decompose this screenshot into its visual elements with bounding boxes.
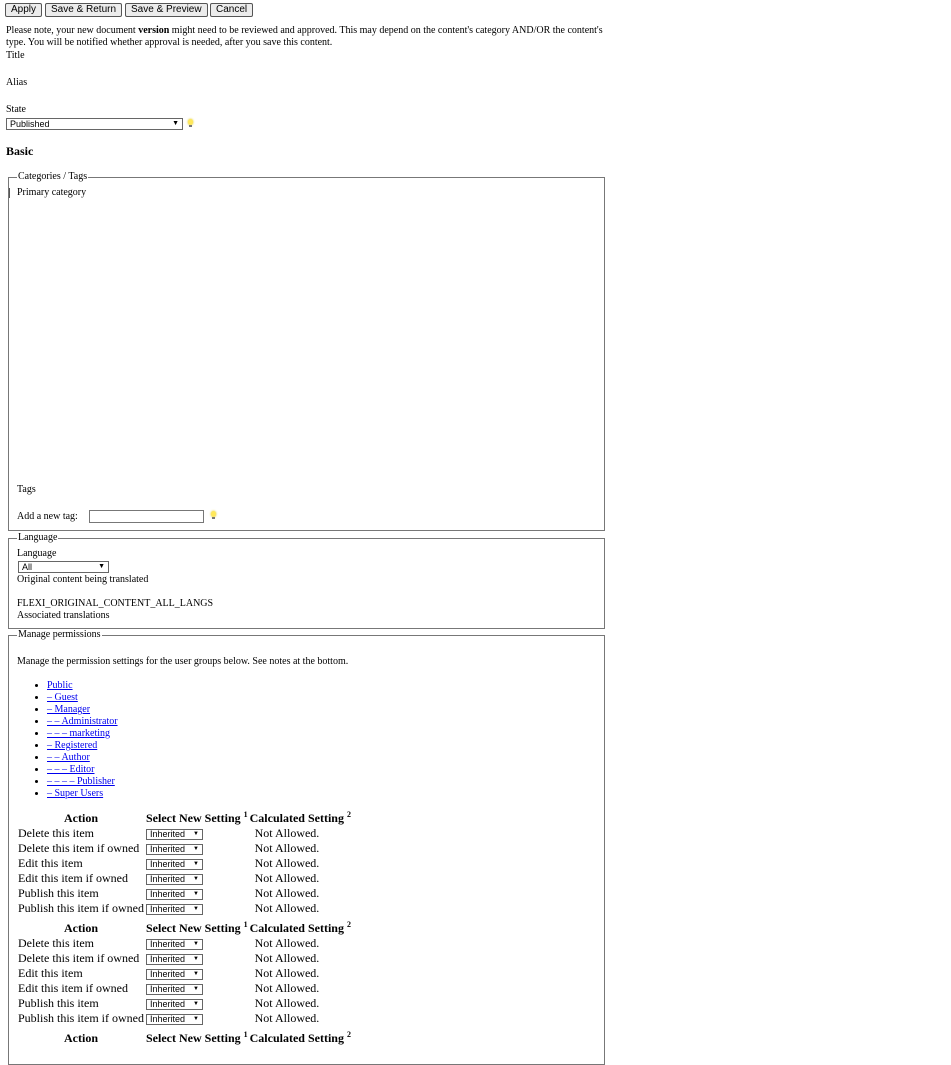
table-row [17,936,352,951]
setting-cell [145,996,249,1011]
calculated-cell: Not Allowed. [254,951,320,965]
permissions-table [17,811,352,916]
calculated-setting-header: Calculated Setting $^2$ [249,810,351,825]
language-fieldset [8,532,605,629]
save-return-button[interactable]: Save & Return [45,3,122,17]
action-cell: Delete this item if owned [18,841,140,855]
chevron-down-icon: ▼ [193,830,199,837]
calculated-cell: Not Allowed. [254,841,320,855]
setting-cell [145,886,249,901]
action-cell: Delete this item [18,826,94,840]
calculated-setting-header: Calculated Setting $^2$ [249,1030,351,1045]
original-content-label: Original content being translated [17,574,149,585]
calculated-setting-header: Calculated Setting $^2$ [249,920,351,935]
permissions-table [17,921,352,1026]
group-item [47,788,118,800]
lightbulb-icon[interactable] [211,511,216,517]
setting-select[interactable]: Inherited ▼ [146,859,203,870]
lightbulb-icon[interactable] [188,119,193,125]
permissions-intro: Manage the permission settings for the user groups below. See notes at the bottom. [17,656,349,667]
table-row [17,981,352,996]
select-setting-header: Select New Setting $^1$ [146,1030,248,1045]
language-legend: Language [18,532,58,543]
setting-select[interactable]: Inherited ▼ [146,939,203,950]
table-header-row [17,1031,352,1046]
calculated-cell: Not Allowed. [254,996,320,1010]
primary-category-label: Primary category [17,187,87,198]
group-link[interactable]: Public [47,680,73,691]
action-header: Action [64,1031,98,1045]
notice-prefix: Please note, your new document [6,25,139,36]
permissions-table [17,1031,352,1046]
action-header: Action [64,811,98,825]
action-cell: Delete this item if owned [18,951,140,965]
select-setting-header: Select New Setting $^1$ [146,920,248,935]
chevron-down-icon: ▼ [193,1015,199,1022]
setting-select[interactable]: Inherited ▼ [146,889,203,900]
title-label: Title [6,50,25,61]
table-row [17,1011,352,1026]
group-link[interactable]: – – – marketing [47,728,111,739]
setting-select[interactable]: Inherited ▼ [146,954,203,965]
calculated-cell: Not Allowed. [254,886,320,900]
calculated-cell: Not Allowed. [254,981,320,995]
table-row [17,996,352,1011]
group-item [47,704,118,716]
permissions-fieldset [8,629,605,1065]
save-preview-button[interactable]: Save & Preview [125,3,208,17]
action-cell: Edit this item [18,856,83,870]
group-item [47,740,118,752]
chevron-down-icon: ▼ [193,845,199,852]
setting-select[interactable]: Inherited ▼ [146,844,203,855]
table-row [17,951,352,966]
group-link[interactable]: – Manager [47,704,91,715]
setting-cell [145,966,249,981]
basic-heading: Basic [6,144,34,158]
state-select[interactable] [6,118,183,130]
cancel-button[interactable]: Cancel [210,3,253,17]
setting-cell [145,936,249,951]
setting-select[interactable]: Inherited ▼ [146,904,203,915]
action-cell: Edit this item if owned [18,871,128,885]
group-item [47,752,118,764]
action-header: Action [64,921,98,935]
table-row [17,841,352,856]
setting-cell [145,826,249,841]
chevron-down-icon: ▼ [193,1000,199,1007]
group-link[interactable]: – – – – Publisher [47,776,115,787]
chevron-down-icon: ▼ [193,970,199,977]
group-item [47,764,118,776]
table-row [17,901,352,916]
group-link[interactable]: – Guest [47,692,78,703]
approval-notice [6,25,606,49]
table-row [17,856,352,871]
setting-select[interactable]: Inherited ▼ [146,829,203,840]
group-link[interactable]: – Registered [47,740,98,751]
setting-cell [145,871,249,886]
group-item [47,692,118,704]
state-label: State [6,104,26,115]
group-link[interactable]: – Super Users [47,788,104,799]
table-header-row [17,921,352,936]
calculated-cell: Not Allowed. [254,936,320,950]
calculated-cell: Not Allowed. [254,901,320,915]
scroll-divider [9,188,10,198]
setting-cell [145,951,249,966]
setting-select[interactable]: Inherited ▼ [146,874,203,885]
setting-select[interactable]: Inherited ▼ [146,1014,203,1025]
notice-suffix: might need to be reviewed and approved. This may depend on the content's category AND/OR the content's type. You will be notified whether approval is needed, after you save this content. [6,25,603,48]
action-cell: Publish this item if owned [18,901,144,915]
categories-tags-fieldset [8,171,605,531]
table-row [17,826,352,841]
group-item [47,680,118,692]
group-item [47,776,118,788]
categories-legend: Categories / Tags [18,171,88,182]
alias-label: Alias [6,77,28,88]
action-cell: Publish this item [18,996,99,1010]
original-content-value: FLEXI_ORIGINAL_CONTENT_ALL_LANGS [17,598,214,609]
add-tag-label: Add a new tag: [17,511,78,522]
chevron-down-icon: ▼ [193,875,199,882]
group-link[interactable]: – – – Editor [47,764,95,775]
group-link[interactable]: – – Author [47,752,90,763]
group-item [47,728,118,740]
notice-bold: version [138,25,170,36]
action-cell: Publish this item if owned [18,1011,144,1025]
language-label: Language [17,548,57,559]
action-cell: Edit this item [18,966,83,980]
chevron-down-icon: ▼ [193,890,199,897]
action-cell: Publish this item [18,886,99,900]
table-row [17,966,352,981]
tags-label: Tags [17,484,36,495]
setting-cell [145,1011,249,1026]
chevron-down-icon: ▼ [193,985,199,992]
permissions-legend: Manage permissions [18,629,101,640]
table-header-row [17,811,352,826]
calculated-cell: Not Allowed. [254,856,320,870]
setting-cell [145,901,249,916]
calculated-cell: Not Allowed. [254,871,320,885]
calculated-cell: Not Allowed. [254,966,320,980]
calculated-cell: Not Allowed. [254,826,320,840]
setting-select[interactable]: Inherited ▼ [146,969,203,980]
state-select-value: Published [10,119,50,129]
action-cell: Delete this item [18,936,94,950]
setting-cell [145,856,249,871]
group-link[interactable]: – – Administrator [47,716,118,727]
setting-cell [145,841,249,856]
setting-cell [145,981,249,996]
chevron-down-icon: ▼ [193,905,199,912]
table-row [17,871,352,886]
chevron-down-icon: ▼ [172,120,179,127]
chevron-down-icon: ▼ [98,563,105,570]
select-setting-header: Select New Setting $^1$ [146,810,248,825]
setting-select[interactable]: Inherited ▼ [146,999,203,1010]
table-row [17,886,352,901]
chevron-down-icon: ▼ [193,955,199,962]
language-select-value: All [22,562,33,572]
action-cell: Edit this item if owned [18,981,128,995]
setting-select[interactable]: Inherited ▼ [146,984,203,995]
user-groups-list [17,680,118,800]
chevron-down-icon: ▼ [193,940,199,947]
chevron-down-icon: ▼ [193,860,199,867]
add-tag-input[interactable] [89,510,204,523]
apply-button[interactable]: Apply [5,3,42,17]
group-item [47,716,118,728]
associated-translations-label: Associated translations [17,610,110,621]
calculated-cell: Not Allowed. [254,1011,320,1025]
language-select[interactable] [18,561,109,573]
